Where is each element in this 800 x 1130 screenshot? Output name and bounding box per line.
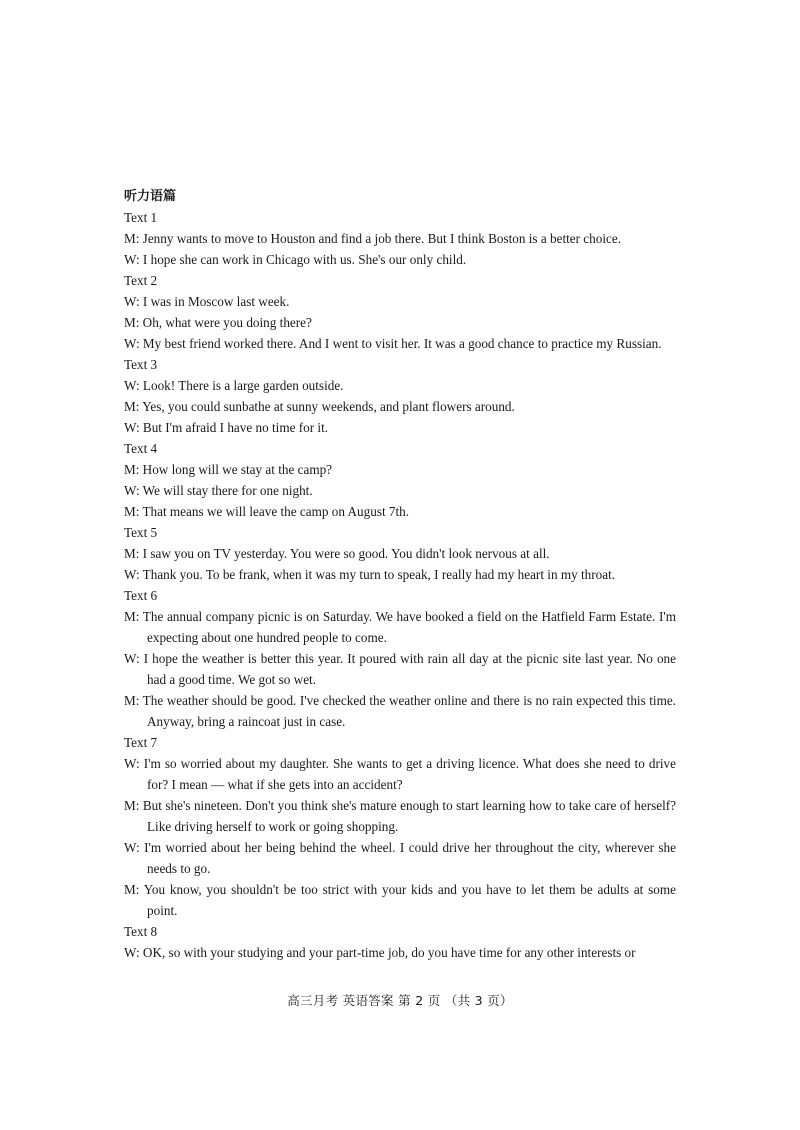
dialogue-line: W: Look! There is a large garden outside.: [124, 378, 344, 393]
dialogue-line: W: OK, so with your studying and your part-time job, do you have time for any other interests or: [124, 945, 636, 960]
text-heading: Text 7: [124, 735, 158, 750]
text-heading: Text 4: [124, 441, 158, 456]
text-heading: Text 1: [124, 210, 158, 225]
dialogue-line: W: Thank you. To be frank, when it was my turn to speak, I really had my heart in my throat.: [124, 567, 616, 582]
dialogue-line: W: I hope she can work in Chicago with us. She's our only child.: [124, 252, 467, 267]
dialogue-line: M: How long will we stay at the camp?: [124, 462, 333, 477]
listening-scripts: [124, 186, 676, 963]
dialogue-line: W: My best friend worked there. And I went to visit her. It was a good chance to practice my Russian.: [124, 336, 662, 351]
text-heading: Text 3: [124, 357, 158, 372]
dialogue-line: M: You know, you shouldn't be too strict with your kids and you have to let them be adults at some point.: [124, 882, 676, 918]
text-heading: Text 5: [124, 525, 158, 540]
dialogue-line: M: The weather should be good. I've checked the weather online and there is no rain expected this time. Anyway, bring a raincoat just in case.: [124, 693, 676, 729]
dialogue-line: M: Yes, you could sunbathe at sunny weekends, and plant flowers around.: [124, 399, 515, 414]
dialogue-line: W: I'm so worried about my daughter. She wants to get a driving licence. What does she need to drive for? I mean — what if she gets into an accident?: [124, 756, 676, 792]
text-heading: Text 2: [124, 273, 158, 288]
dialogue-line: W: I hope the weather is better this year. It poured with rain all day at the picnic site last year. No one had a good time. We got so wet.: [124, 651, 676, 687]
dialogue-line: M: I saw you on TV yesterday. You were so good. You didn't look nervous at all.: [124, 546, 550, 561]
text-heading: Text 6: [124, 588, 158, 603]
dialogue-line: W: I was in Moscow last week.: [124, 294, 290, 309]
section-title: 听力语篇: [124, 189, 177, 204]
dialogue-line: M: Oh, what were you doing there?: [124, 315, 312, 330]
text-heading: Text 8: [124, 924, 158, 939]
dialogue-line: W: But I'm afraid I have no time for it.: [124, 420, 329, 435]
page-footer: 高三月考 英语答案 第 2 页 （共 3 页）: [287, 993, 513, 1008]
dialogue-line: M: But she's nineteen. Don't you think she's mature enough to start learning how to take care of herself? Like driving herself to work or going shopping.: [124, 798, 676, 834]
dialogue-line: M: That means we will leave the camp on August 7th.: [124, 504, 410, 519]
dialogue-line: M: Jenny wants to move to Houston and find a job there. But I think Boston is a better choice.: [124, 231, 622, 246]
dialogue-line: W: I'm worried about her being behind the wheel. I could drive her throughout the city, wherever she needs to go.: [124, 840, 676, 876]
dialogue-line: M: The annual company picnic is on Saturday. We have booked a field on the Hatfield Farm Estate. I'm expecting about one hundred people to come.: [124, 609, 676, 645]
dialogue-line: W: We will stay there for one night.: [124, 483, 313, 498]
